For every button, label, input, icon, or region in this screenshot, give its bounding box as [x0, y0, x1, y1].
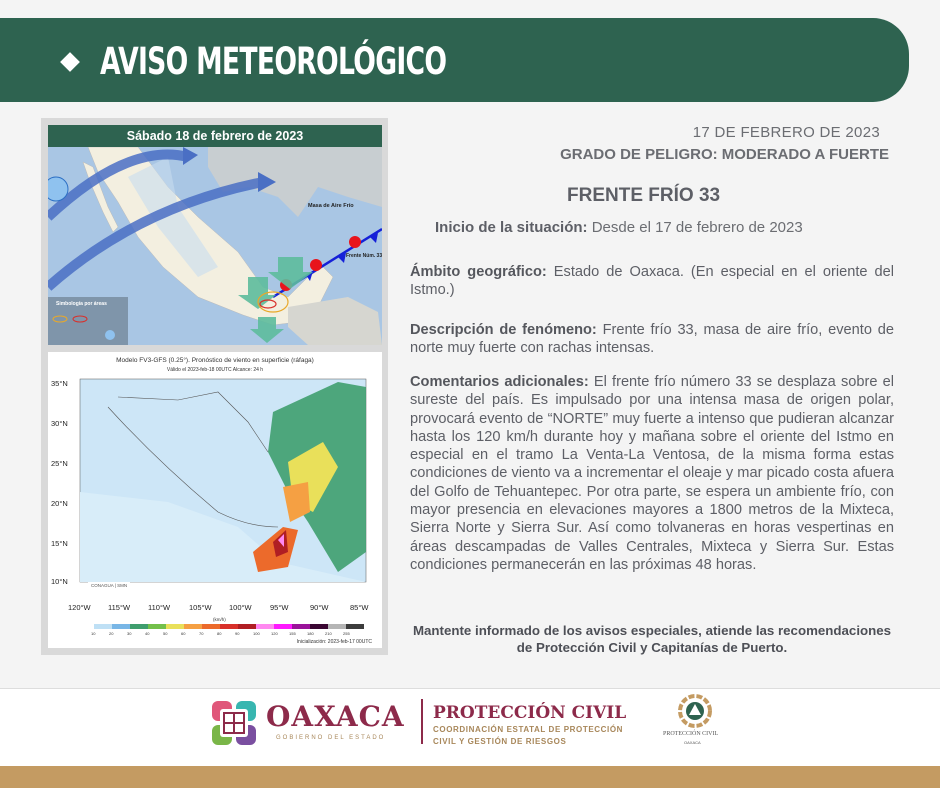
diamond-icon — [60, 52, 80, 72]
cold-vortex — [48, 177, 68, 201]
colorbar-swatch — [310, 624, 328, 629]
colorbar-tick: 210 — [325, 631, 332, 636]
wind-model-subtitle: Válido el 2023-feb-18 00UTC Alcance: 24 h — [166, 367, 264, 373]
colorbar-swatch — [184, 624, 202, 629]
pc-title: PROTECCIÓN CIVIL — [433, 703, 627, 723]
y-tick: 10°N — [51, 577, 68, 586]
polar-jet-arrowhead — [183, 147, 198, 165]
colorbar-swatch — [130, 624, 148, 629]
oaxaca-wordmark: OAXACA — [266, 700, 405, 733]
colorbar-swatch — [220, 624, 238, 629]
colorbar-swatch — [166, 624, 184, 629]
colorbar-swatch — [112, 624, 130, 629]
x-tick: 85°W — [350, 603, 369, 612]
colorbar-unit: (km/h) — [213, 617, 226, 622]
wind-model-title: Modelo FV3-GFS (0.25°). Pronóstico de viento en superficie (ráfaga) — [116, 357, 314, 364]
colorbar-tick: 255 — [343, 631, 350, 636]
front-marker — [310, 259, 322, 271]
comments-label: Comentarios adicionales: — [410, 374, 589, 390]
colorbar-swatch — [292, 624, 310, 629]
start-info — [435, 219, 803, 236]
front-marker — [349, 236, 361, 248]
colorbar-swatch — [274, 624, 292, 629]
x-tick: 90°W — [310, 603, 329, 612]
colorbar-tick: 120 — [271, 631, 278, 636]
colorbar-tick: 10 — [91, 631, 96, 636]
oaxaca-logo-icon — [210, 699, 258, 747]
x-tick: 115°W — [108, 603, 131, 612]
colorbar-tick: 90 — [235, 631, 240, 636]
oaxaca-subtitle: GOBIERNO DEL ESTADO — [276, 735, 386, 741]
usa-landmass — [208, 147, 382, 217]
wind-model-map — [48, 352, 382, 648]
conagua-smn-logos: CONAGUA | SMN — [88, 582, 130, 589]
colorbar-swatch — [238, 624, 256, 629]
front-label: Frente Núm. 33 — [346, 253, 382, 259]
colorbar-tick: 20 — [109, 631, 114, 636]
y-tick: 30°N — [51, 419, 68, 428]
scope-paragraph — [410, 263, 894, 300]
forecast-map-title: Sábado 18 de febrero de 2023 — [48, 125, 382, 147]
danger-level: GRADO DE PELIGRO: MODERADO A FUERTE — [560, 146, 889, 163]
description-value: Frente frío 33, masa de aire frío, evento de norte muy fuerte con rachas intensas. — [410, 322, 894, 357]
colorbar-tick: 100 — [253, 631, 260, 636]
pc-subtitle-1: COORDINACIÓN ESTATAL DE PROTECCIÓN — [433, 725, 624, 734]
start-value: Desde el 17 de febrero de 2023 — [587, 219, 803, 236]
scope-value: Estado de Oaxaca. (En especial en el oriente del Istmo.) — [410, 264, 895, 299]
phenomenon-title: FRENTE FRÍO 33 — [567, 185, 721, 206]
colorbar-swatch — [94, 624, 112, 629]
colorbar-swatch — [202, 624, 220, 629]
colorbar-swatch — [328, 624, 346, 629]
x-tick: 100°W — [229, 603, 252, 612]
y-tick: 15°N — [51, 539, 68, 548]
colorbar-tick: 60 — [181, 631, 186, 636]
x-tick: 105°W — [189, 603, 212, 612]
start-label: Inicio de la situación: — [435, 219, 588, 236]
wind-field-graphic — [48, 352, 382, 648]
description-label: Descripción de fenómeno: — [410, 322, 597, 338]
colorbar-tick: 40 — [145, 631, 150, 636]
colorbar-tick: 80 — [217, 631, 222, 636]
header-banner — [0, 18, 909, 102]
page-title: AVISO METEOROLÓGICO — [100, 40, 447, 83]
air-mass-label: Masa de Aire Frío — [308, 203, 354, 209]
forecast-map-graphic — [48, 147, 382, 345]
pc-subtitle-2: CIVIL Y GESTIÓN DE RIESGOS — [433, 737, 567, 746]
closing-message: Mantente informado de los avisos especiales, atiende las recomendaciones de Protección Civil y Capitanías de Puerto. — [412, 623, 892, 655]
description-paragraph — [410, 321, 894, 358]
comments-paragraph — [410, 373, 894, 574]
colorbar-tick: 70 — [199, 631, 204, 636]
scope-label: Ámbito geográfico: — [410, 264, 547, 280]
legend-swatch — [105, 330, 115, 340]
colorbar-swatch — [76, 624, 94, 629]
colorbar-tick: 50 — [163, 631, 168, 636]
init-time: Inicialización: 2023-feb-17 00UTC — [296, 639, 372, 645]
colorbar-swatch — [148, 624, 166, 629]
x-tick: 110°W — [148, 603, 171, 612]
colorbar-swatch — [346, 624, 364, 629]
x-tick: 120°W — [68, 603, 91, 612]
image-panel — [41, 118, 388, 655]
colorbar-tick: 30 — [127, 631, 132, 636]
comments-value: El frente frío número 33 se desplaza sobre el sureste del país. Es impulsado por una intensa masa de origen polar, provocará evento de “NORTE” muy fuerte a intenso que pudieran alcanzar hasta los 120 km/h durante hoy y mañana sobre el oriente del Istmo en especial en el tramo La Venta-La Ventosa, de la misma forma estas condiciones de viento va a incrementar el oleaje y mar picado costa afuera del Golfo de Tehuantepec. Por otra parte, se espera un ambiente frío, con mayor presencia en elevaciones mayores a 1800 metros de la Mixteca, Sierra Norte y Sierra Sur. Así como tolvaneras en horas vespertinas en áreas descampadas de Valles Centrales, Mixteca y Sierra Sur. Estas condiciones permanecerán en las próximas 48 horas. — [410, 374, 894, 573]
colorbar-swatch — [256, 624, 274, 629]
proteccion-civil-seal-icon — [678, 694, 712, 728]
footer-gold-bar — [0, 766, 940, 788]
legend-title: Simbología por áreas — [56, 301, 107, 307]
y-tick: 35°N — [51, 379, 68, 388]
forecast-map — [48, 125, 382, 345]
footer-divider — [421, 699, 423, 744]
y-tick: 25°N — [51, 459, 68, 468]
issue-date: 17 DE FEBRERO DE 2023 — [692, 124, 880, 141]
y-tick: 20°N — [51, 499, 68, 508]
seal-label: PROTECCIÓN CIVIL — [663, 731, 719, 737]
colorbar — [76, 624, 364, 629]
colorbar-tick: 180 — [307, 631, 314, 636]
colorbar-tick: 155 — [289, 631, 296, 636]
x-tick: 95°W — [270, 603, 289, 612]
seal-sublabel: OAXACA — [684, 740, 701, 745]
